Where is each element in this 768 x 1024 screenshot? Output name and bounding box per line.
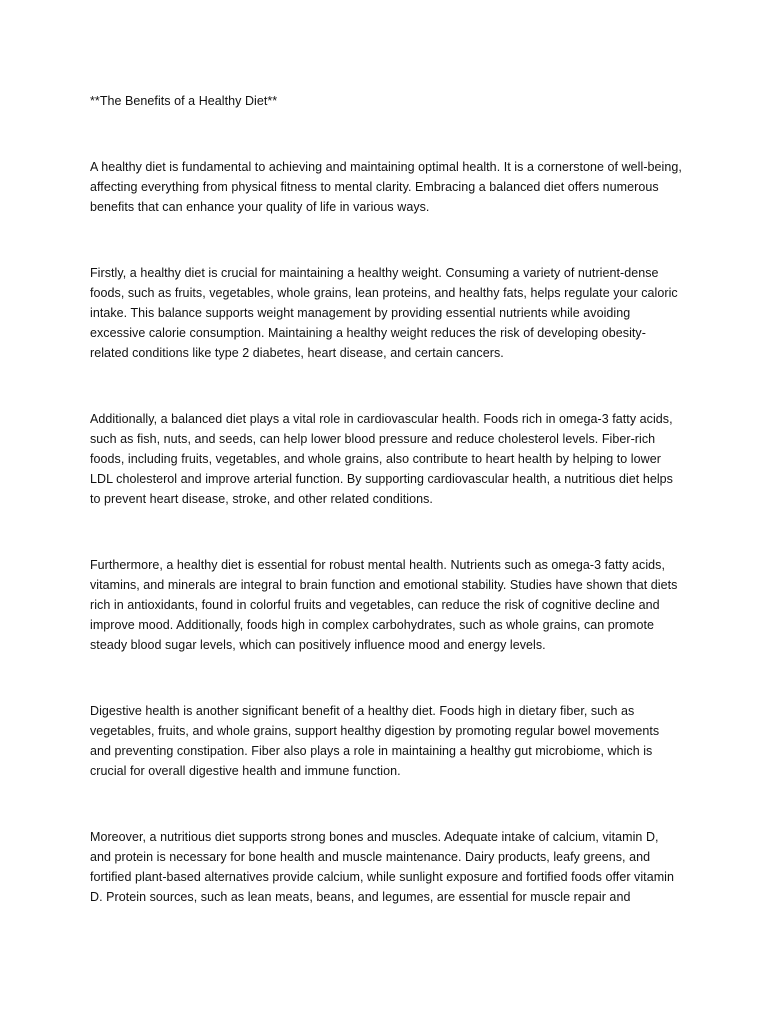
paragraph-bones-muscles: Moreover, a nutritious diet supports strong bones and muscles. Adequate intake of calcium, vitamin D, and protein is necessary for bone health and muscle maintenance. Dairy products, leafy greens, and fortified plant-based alternatives provide calcium, while sunlight exposure and fortified foods offer vitamin D. Protein sources, such as lean meats, beans, and legumes, are essential for muscle repair and xyxy=(90,830,675,904)
paragraph-mental-health: Furthermore, a healthy diet is essential for robust mental health. Nutrients such as omega-3 fatty acids, vitamins, and minerals are integral to brain function and emotional stability. Studies have shown that diets rich in antioxidants, found in colorful fruits and vegetables, can reduce the risk of cognitive decline and improve mood. Additionally, foods high in complex carbohydrates, such as whole grains, can promote steady blood sugar levels, which can positively influence mood and energy levels. xyxy=(90,558,678,652)
paragraph-weight: Firstly, a healthy diet is crucial for maintaining a healthy weight. Consuming a variety of nutrient-dense foods, such as fruits, vegetables, whole grains, lean proteins, and healthy fats, helps regulate your caloric intake. This balance supports weight management by providing essential nutrients while avoiding excessive calorie consumption. Maintaining a healthy weight reduces the risk of developing obesity-related conditions like type 2 diabetes, heart disease, and certain cancers. xyxy=(90,266,678,360)
document-title: **The Benefits of a Healthy Diet** xyxy=(90,94,278,108)
paragraph-digestive: Digestive health is another significant benefit of a healthy diet. Foods high in dietary fiber, such as vegetables, fruits, and whole grains, support healthy digestion by promoting regular bowel movements and preventing constipation. Fiber also plays a role in maintaining a healthy gut microbiome, which is crucial for overall digestive health and immune function. xyxy=(90,704,660,778)
paragraph-intro: A healthy diet is fundamental to achieving and maintaining optimal health. It is a cornerstone of well-being, affecting everything from physical fitness to mental clarity. Embracing a balanced diet offers numerous benefits that can enhance your quality of life in various ways. xyxy=(90,160,682,214)
paragraph-cardiovascular: Additionally, a balanced diet plays a vital role in cardiovascular health. Foods rich in omega-3 fatty acids, such as fish, nuts, and seeds, can help lower blood pressure and reduce cholesterol levels. Fiber-rich foods, including fruits, vegetables, and whole grains, also contribute to heart health by helping to lower LDL cholesterol and improve arterial function. By supporting cardiovascular health, a nutritious diet helps to prevent heart disease, stroke, and other related conditions. xyxy=(90,412,673,506)
document-page xyxy=(90,91,682,953)
